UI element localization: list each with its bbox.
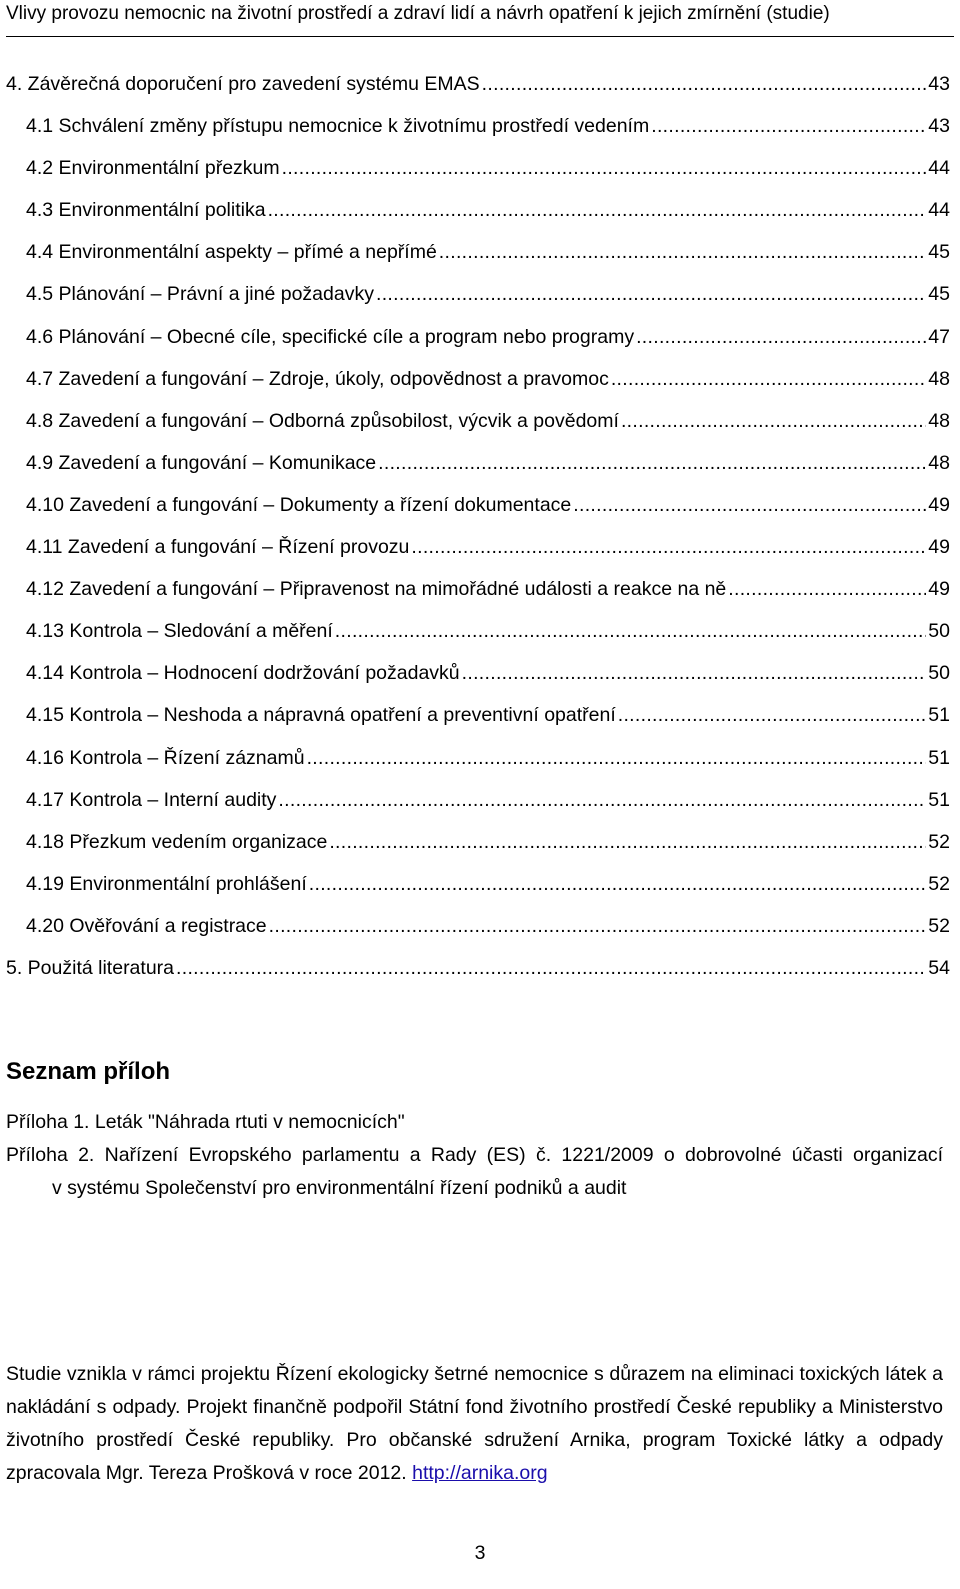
toc-entry[interactable] [6, 450, 950, 492]
toc-entry-label: 5. Použitá literatura [6, 956, 175, 979]
toc-entry-label: 4.18 Přezkum vedením organizace [26, 830, 328, 853]
running-header [6, 2, 954, 37]
toc-entry[interactable] [6, 239, 950, 281]
toc-entry[interactable] [6, 618, 950, 660]
toc-entry-label: 4.16 Kontrola – Řízení záznamů [26, 746, 305, 769]
toc-dot-leader [278, 787, 926, 813]
toc-entry-label: 4.1 Schválení změny přístupu nemocnice k životnímu prostředí vedením [26, 115, 650, 138]
toc-entry[interactable] [6, 702, 950, 744]
toc-dot-leader [573, 492, 926, 518]
toc-dot-leader [282, 155, 927, 181]
toc-entry[interactable] [6, 787, 950, 829]
toc-dot-leader [269, 913, 927, 939]
toc-entry-page: 52 [928, 872, 950, 895]
toc-entry-page: 45 [928, 241, 950, 264]
toc-entry-label: 4.11 Zavedení a fungování – Řízení provozu [26, 536, 410, 559]
toc-entry-page: 43 [928, 115, 950, 138]
appendix-item-1: Příloha 1. Leták "Náhrada rtuti v nemocnicích" [6, 1111, 405, 1133]
toc-entry[interactable] [6, 534, 950, 576]
study-note [6, 1358, 943, 1490]
toc-entry[interactable] [6, 71, 950, 113]
toc-entry-label: 4.14 Kontrola – Hodnocení dodržování požadavků [26, 662, 460, 685]
toc-entry-page: 44 [928, 199, 950, 222]
toc-dot-leader [482, 71, 927, 97]
toc-entry-page: 47 [928, 325, 950, 348]
toc-entry[interactable] [6, 955, 950, 997]
toc-entry[interactable] [6, 871, 950, 913]
toc-entry-label: 4.17 Kontrola – Interní audity [26, 788, 277, 811]
toc-entry-page: 51 [928, 788, 950, 811]
toc-entry-page: 49 [928, 493, 950, 516]
appendix-list [6, 1106, 943, 1205]
toc-entry[interactable] [6, 281, 950, 323]
toc-entry-page: 51 [928, 704, 950, 727]
toc-entry-page: 51 [928, 746, 950, 769]
toc-entry-page: 50 [928, 662, 950, 685]
appendix-item-2-continuation: v systému Společenství pro environmentální řízení podniků a audit [52, 1177, 627, 1199]
toc-entry[interactable] [6, 745, 950, 787]
toc-entry-label: 4.4 Environmentální aspekty – přímé a nepřímé [26, 241, 437, 264]
page-number: 3 [474, 1542, 486, 1564]
toc-entry-label: 4.20 Ověřování a registrace [26, 914, 267, 937]
appendix-item-2: Příloha 2. Nařízení Evropského parlamentu a Rady (ES) č. 1221/2009 o dobrovolné účasti organizací [6, 1144, 943, 1166]
toc-dot-leader [611, 366, 926, 392]
toc-dot-leader [411, 534, 926, 560]
toc-entry[interactable] [6, 492, 950, 534]
toc-entry-page: 44 [928, 157, 950, 180]
toc-entry[interactable] [6, 660, 950, 702]
toc-entry-label: 4.3 Environmentální politika [26, 199, 266, 222]
appendix-section-title: Seznam příloh [6, 1058, 171, 1085]
toc-dot-leader [651, 113, 926, 139]
toc-dot-leader [376, 281, 926, 307]
toc-entry[interactable] [6, 197, 950, 239]
toc-entry[interactable] [6, 576, 950, 618]
toc-entry[interactable] [6, 408, 950, 450]
toc-entry-page: 49 [928, 578, 950, 601]
toc-entry-label: 4.9 Zavedení a fungování – Komunikace [26, 451, 377, 474]
toc-entry-label: 4.15 Kontrola – Neshoda a nápravná opatření a preventivní opatření [26, 704, 616, 727]
toc-entry-label: 4.10 Zavedení a fungování – Dokumenty a řízení dokumentace [26, 493, 572, 516]
toc-dot-leader [309, 871, 927, 897]
toc-entry[interactable] [6, 366, 950, 408]
toc-dot-leader [636, 324, 926, 350]
toc-dot-leader [439, 239, 927, 265]
toc-entry-label: 4.6 Plánování – Obecné cíle, specifické cíle a program nebo programy [26, 325, 635, 348]
toc-entry-label: 4.12 Zavedení a fungování – Připravenost na mimořádné události a reakce na ně [26, 578, 727, 601]
toc-entry-label: 4.7 Zavedení a fungování – Zdroje, úkoly, odpovědnost a pravomoc [26, 367, 609, 390]
table-of-contents [6, 71, 950, 997]
toc-dot-leader [329, 829, 926, 855]
toc-dot-leader [307, 745, 927, 771]
toc-entry[interactable] [6, 913, 950, 955]
toc-dot-leader [728, 576, 926, 602]
toc-dot-leader [462, 660, 927, 686]
toc-dot-leader [621, 408, 926, 434]
toc-dot-leader [618, 702, 927, 728]
toc-entry-page: 50 [928, 620, 950, 643]
toc-dot-leader [176, 955, 926, 981]
header-title: Vlivy provozu nemocnic na životní prostředí a zdraví lidí a návrh opatření k jejich zmírnění (studie) [6, 3, 830, 24]
toc-entry-page: 48 [928, 367, 950, 390]
toc-entry-label: 4.8 Zavedení a fungování – Odborná způsobilost, výcvik a povědomí [26, 409, 619, 432]
toc-entry-page: 43 [928, 73, 950, 95]
toc-entry[interactable] [6, 113, 950, 155]
toc-entry[interactable] [6, 829, 950, 871]
toc-entry[interactable] [6, 324, 950, 366]
toc-entry[interactable] [6, 155, 950, 197]
study-note-text: Studie vznikla v rámci projektu Řízení ekologicky šetrné nemocnice s důrazem na eliminaci toxických látek a nakládání s odpady. Projekt finančně podpořil Státní fond životního prostředí České republiky a Ministerstvo životního prostředí České republiky. Pro občanské sdružení Arnika, program Toxické látky a odpady zpracovala Mgr. Tereza Prošková v roce 2012. [6, 1363, 943, 1484]
toc-dot-leader [335, 618, 927, 644]
toc-entry-page: 48 [928, 409, 950, 432]
arnika-link[interactable]: http://arnika.org [412, 1462, 548, 1484]
toc-dot-leader [268, 197, 927, 223]
toc-entry-label: 4.13 Kontrola – Sledování a měření [26, 620, 333, 643]
toc-entry-page: 49 [928, 536, 950, 559]
toc-entry-label: 4.19 Environmentální prohlášení [26, 872, 307, 895]
toc-entry-label: 4.5 Plánování – Právní a jiné požadavky [26, 283, 374, 306]
toc-entry-page: 54 [928, 956, 950, 979]
toc-entry-page: 48 [928, 451, 950, 474]
toc-entry-page: 52 [928, 830, 950, 853]
toc-entry-page: 45 [928, 283, 950, 306]
toc-dot-leader [378, 450, 926, 476]
toc-entry-label: 4. Závěrečná doporučení pro zavedení systému EMAS [6, 73, 480, 95]
toc-entry-label: 4.2 Environmentální přezkum [26, 157, 280, 180]
toc-entry-page: 52 [928, 914, 950, 937]
